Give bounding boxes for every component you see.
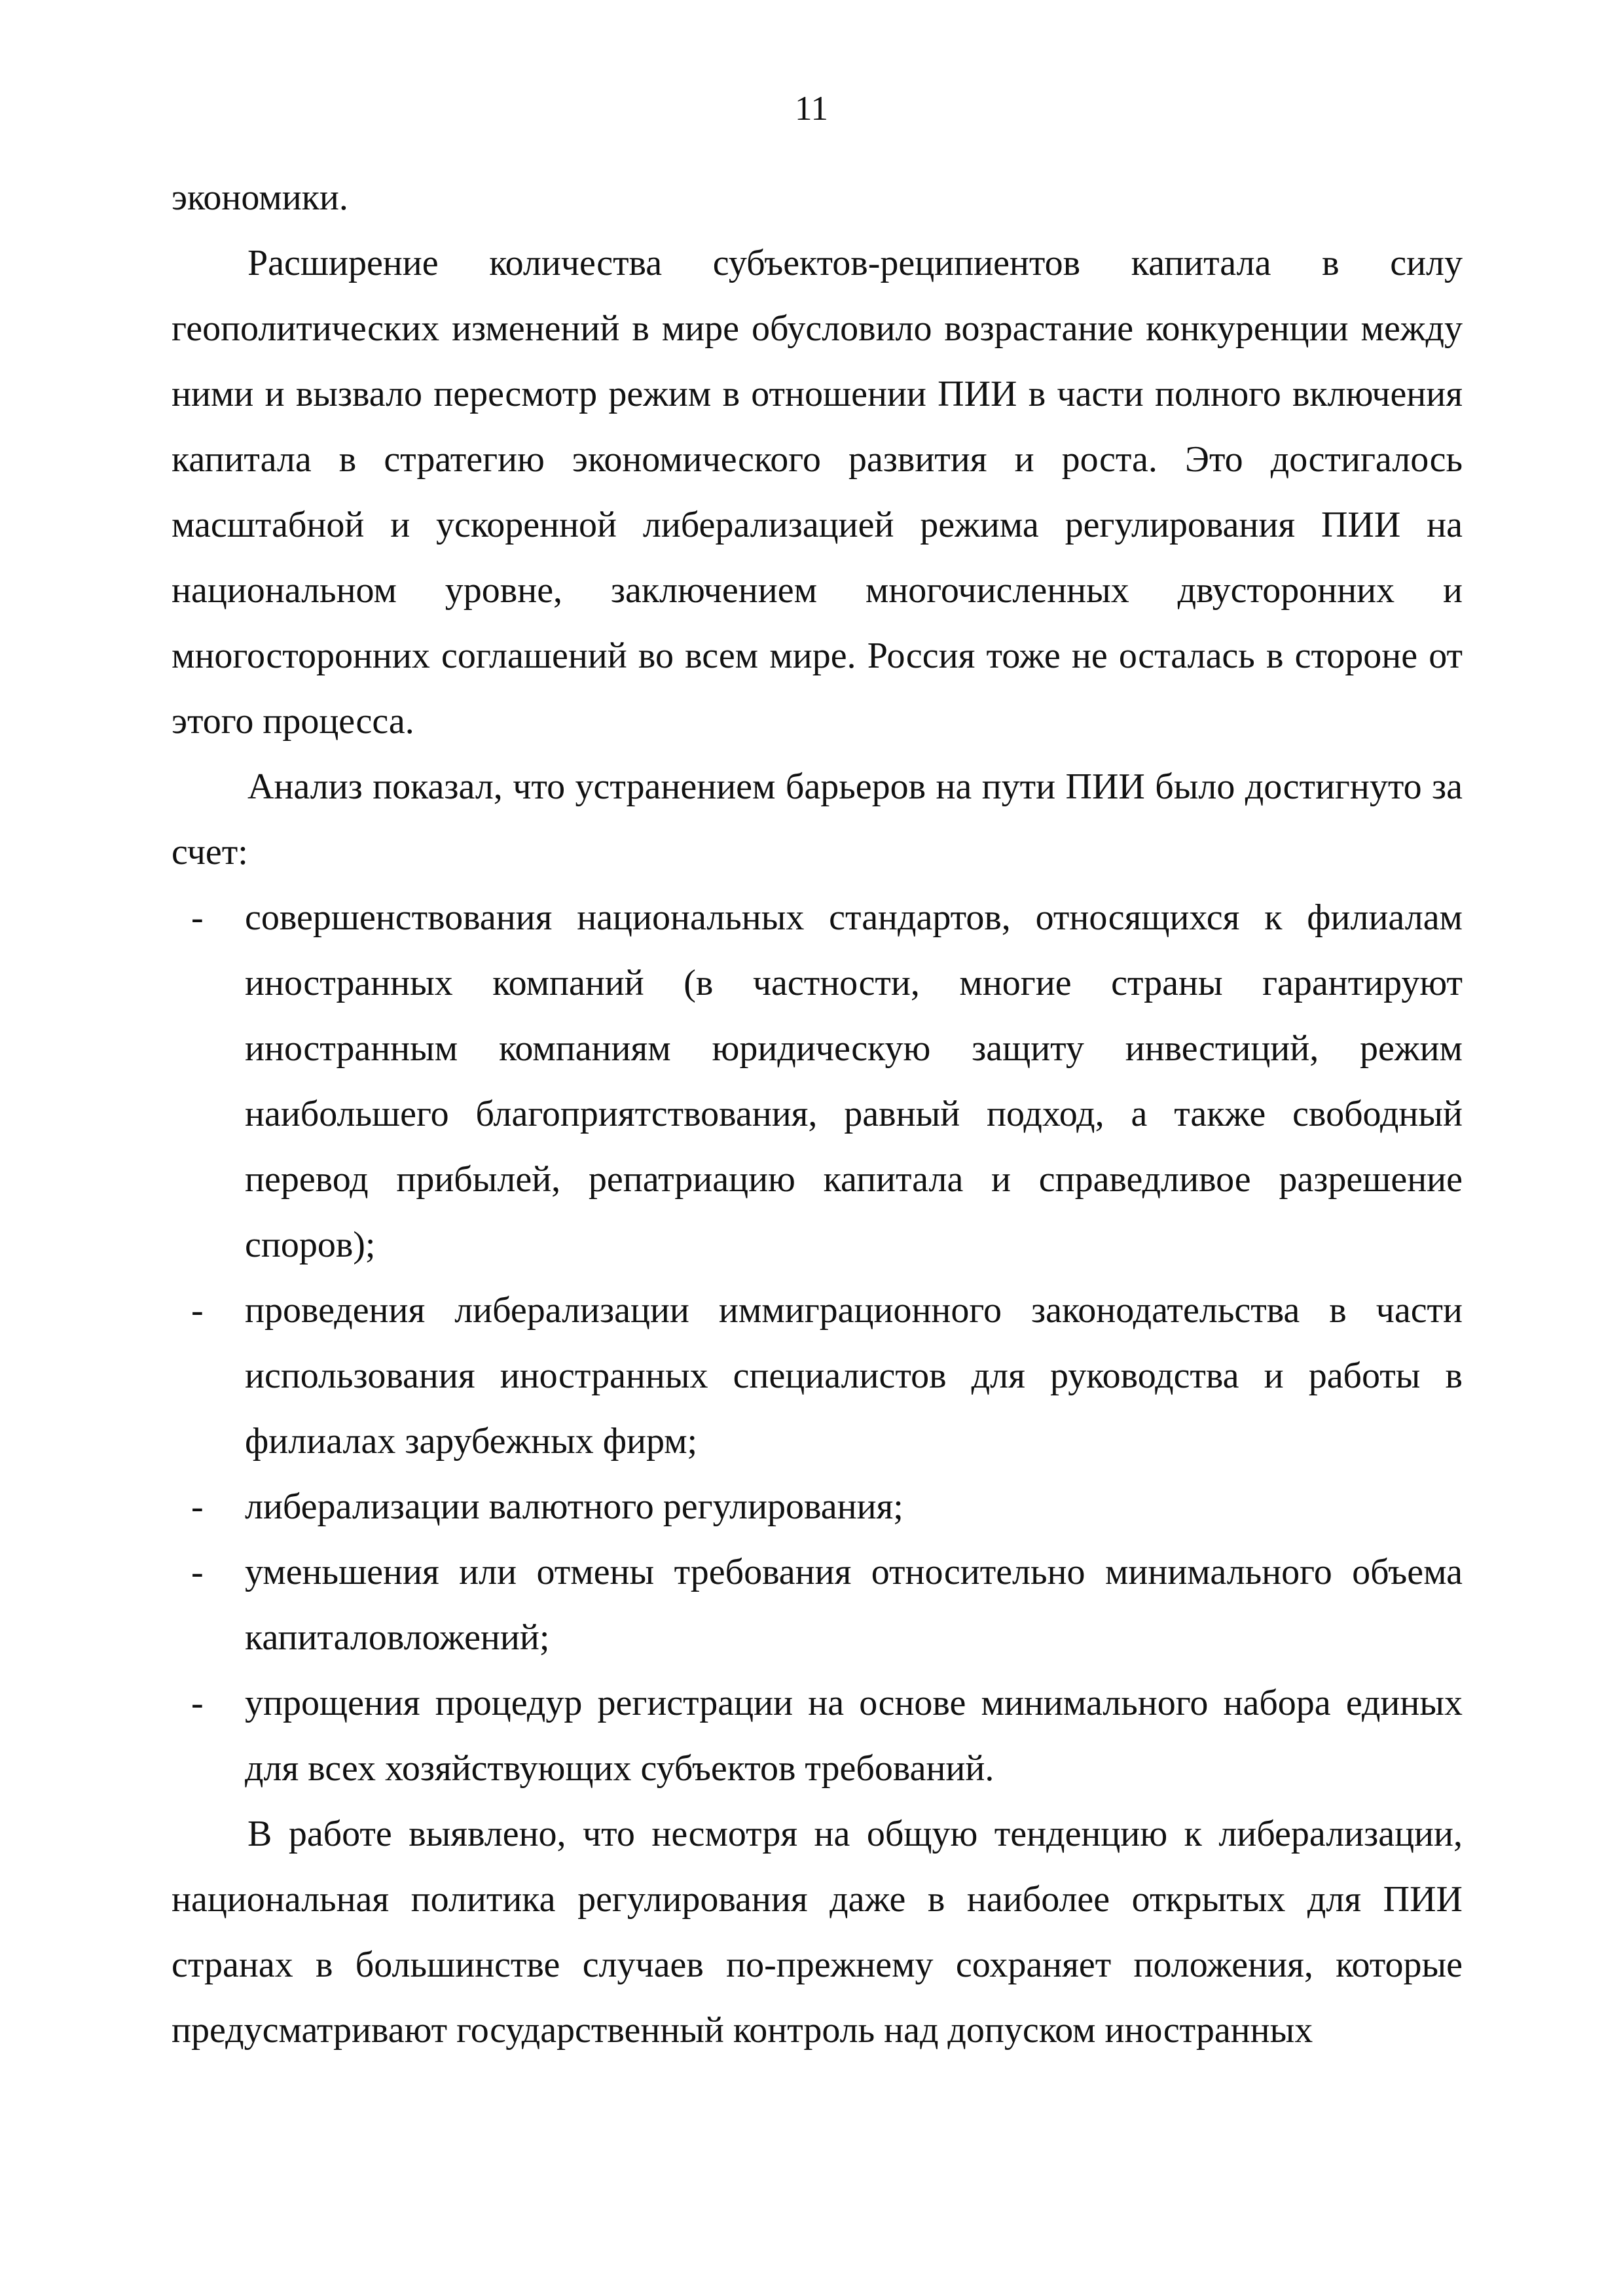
list-bullet: - (191, 1290, 204, 1331)
list-item-text: проведения либерализации иммиграционного законодательства в части использования иностранных специалистов для руководства и работы в филиалах зарубежных фирм; (245, 1290, 1463, 1462)
list-item (172, 1474, 1463, 1539)
list-bullet: - (191, 1552, 204, 1592)
paragraph-recipients-competition: Расширение количества субъектов-реципиентов капитала в силу геополитических изменений в мире обусловило возрастание конкуренции между ними и вызвало пересмотр режим в отношении ПИИ в части полного включения капитала в стратегию экономического развития и роста. Это достигалось масштабной и ускоренной либерализацией режима регулирования ПИИ на национальном уровне, заключением многочисленных двусторонних и многосторонних соглашений во всем мире. Россия тоже не осталась в стороне от этого процесса. (172, 243, 1463, 742)
list-item-text: упрощения процедур регистрации на основе минимального набора единых для всех хозяйствующих субъектов требований. (245, 1683, 1463, 1789)
body-text (172, 165, 1463, 2063)
list-item-text: уменьшения или отмены требования относительно минимального объема капиталовложений; (245, 1552, 1463, 1658)
list-item-text: либерализации валютного регулирования; (245, 1486, 903, 1527)
list-item (172, 885, 1463, 1278)
list-item (172, 1278, 1463, 1474)
list-bullet: - (191, 897, 204, 938)
list-item (172, 1670, 1463, 1801)
list-bullet: - (191, 1486, 204, 1527)
paragraph-analysis-intro: Анализ показал, что устранением барьеров на пути ПИИ было достигнуто за счет: (172, 766, 1463, 872)
paragraph-national-policy: В работе выявлено, что несмотря на общую тенденцию к либерализации, национальная политика регулирования даже в наиболее открытых для ПИИ странах в большинстве случаев по-прежнему сохраняет положения, которые предусматривают государственный контроль над допуском иностранных (172, 1814, 1463, 2051)
barrier-removal-list (172, 885, 1463, 1801)
list-item (172, 1539, 1463, 1670)
paragraph-continuation: экономики. (172, 177, 348, 218)
page-number: 11 (794, 90, 829, 128)
list-item-text: совершенствования национальных стандартов, относящихся к филиалам иностранных компаний (в частности, многие страны гарантируют иностранным компаниям юридическую защиту инвестиций, режим наибольшего благоприятствования, равный подход, а также свободный перевод прибылей, репатриацию капитала и справедливое разрешение споров); (245, 897, 1463, 1265)
list-bullet: - (191, 1683, 204, 1723)
